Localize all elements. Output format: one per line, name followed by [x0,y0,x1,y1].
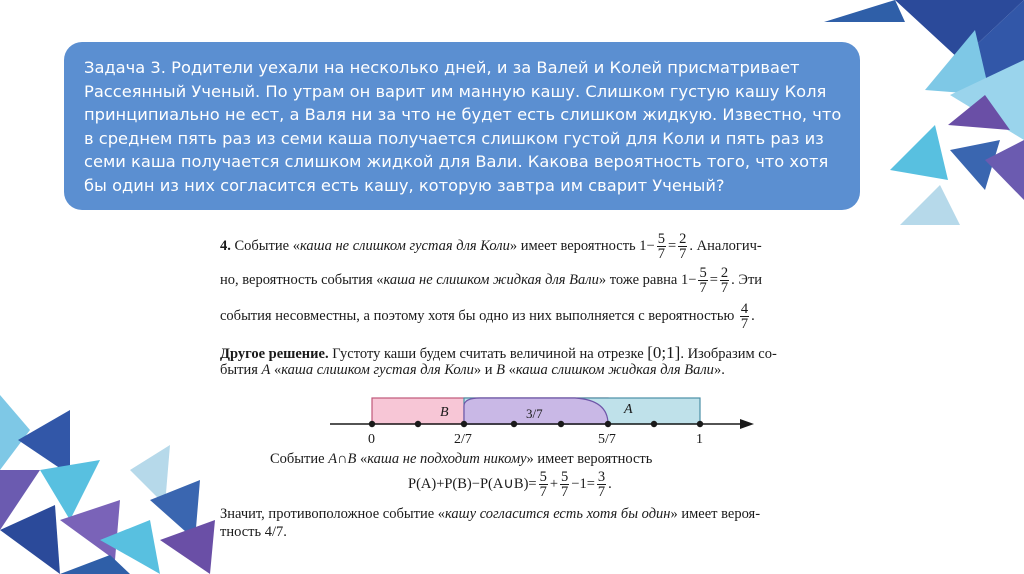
solution-line-1: 4. Событие «каша не слишком густая для Коли» имеет вероятность 1− $\frac{5}{7}$ = $\frac{2}{7}$ . Аналогич- [220,231,762,262]
axis-point [461,421,467,427]
axis-point [415,421,421,427]
solution-line-8: Значит, противоположное событие «кашу согласится есть хотя бы один» имеет вероя- [220,506,761,522]
label-a: A [624,402,633,417]
decor-triangle [900,185,960,225]
decor-triangle [824,0,905,22]
solution-line-4: Другое решение. Густоту каши будем считать величиной на отрезке [0;1]. Изобразим со- [220,343,777,362]
axis-point [697,421,703,427]
decor-triangle [0,395,30,470]
decor-triangle [18,410,70,475]
tick-label-2-7: 2/7 [454,432,472,447]
task-statement-box [64,42,860,210]
fraction: $\frac{4}{7}$ [740,301,749,332]
label-overlap: 3/7 [526,406,543,421]
axis-arrow-icon [740,419,754,429]
fraction: $\frac{5}{7}$ [539,469,547,500]
axis-point [605,421,611,427]
fraction: $\frac{5}{7}$ [657,231,665,262]
task-line: в среднем пять раз из семи каша получается слишком густой для Коли и пять раз из [84,128,824,148]
axis-point [369,421,375,427]
solution-line-2: но, вероятность события «каша не слишком жидкая для Вали» тоже равна 1− $\frac{5}{7}$ = $\frac{2}{7}$ . Эти [220,265,763,296]
solution-line-3: события несовместны, а поэтому хотя бы одно из них выполняется с вероятностью $\frac{4}{7}$ . [220,301,755,332]
axis-point [651,421,657,427]
task-line: принципиально не ест, а Валя ни за что не будет есть слишком жидкую. Известно, что [84,105,842,124]
task-line: семи каша получается слишком жидкой для Вали. Какова вероятность того, что хотя [84,152,829,171]
label-b: B [440,405,449,420]
solution-line-9: тность 4/7. [220,524,287,540]
fraction: $\frac{2}{7}$ [720,265,729,296]
tick-label-5-7: 5/7 [598,432,616,447]
task-line: Рассеянный Ученый. По утрам он варит им манную кашу. Слишком густую кашу Коля [84,81,827,101]
decor-triangle [890,125,948,180]
fraction: $\frac{3}{7}$ [597,469,606,500]
axis-point [511,421,517,427]
solution-line-5: бытия A «каша слишком густая для Коли» и B «каша слишком жидкая для Вали». [220,362,725,378]
task-line: бы один из них согласится есть кашу, которую завтра им сварит Ученый? [84,175,725,195]
solution-line-6: Событие A∩B «каша не подходит никому» имеет вероятность [270,451,653,467]
number-line-diagram [330,388,760,450]
task-line: Задача 3. Родители уехали на несколько дней, и за Валей и Колей присматривает [84,58,800,77]
fraction: $\frac{5}{7}$ [561,469,569,500]
tick-label-1: 1 [696,432,703,447]
fraction: $\frac{5}{7}$ [699,265,707,296]
solution-line-7: P(A)+P(B)−P(A∪B)= $\frac{5}{7}$ + $\frac{5}{7}$ −1= $\frac{3}{7}$ . [408,469,612,500]
fraction: $\frac{2}{7}$ [679,231,687,262]
axis-point [558,421,564,427]
tick-label-0: 0 [368,432,375,447]
decor-triangle [60,555,130,574]
